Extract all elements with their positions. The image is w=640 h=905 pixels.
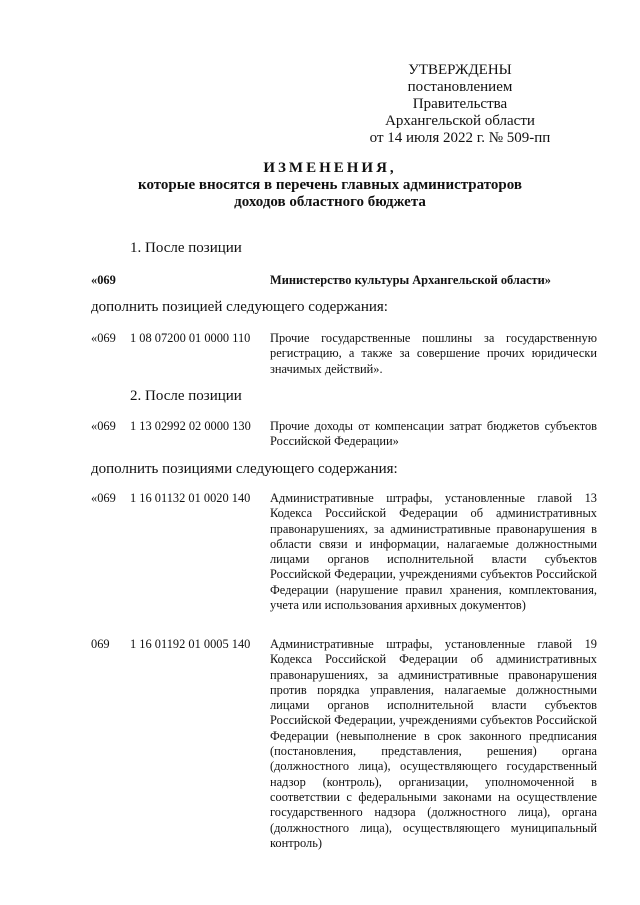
row-description: Административные штрафы, установленные главой 19 Кодекса Российской Федерации об административных правонарушениях, за административные правонарушения против порядка управления, налагаемые должностными лицами органов исполнительной власти субъектов Российской Федерации, учреждениями субъектов Российской Федерации (невыполнение в срок законного предписания (постановления, представления, решения) органа (должностного лица), осуществляющего государственный надзор (контроль), организации, уполномоченной в соответствии с федеральными законами на осуществление государственного надзора (должностного лица), органа (должностного лица), осуществляющего муниципальный контроль) — [270, 637, 597, 850]
item1-label: 1. После позиции — [130, 240, 242, 256]
approval-block — [360, 62, 560, 147]
item2-add-text: дополнить позициями следующего содержания: — [91, 461, 398, 477]
title-line: которые вносятся в перечень главных администраторов — [138, 177, 522, 193]
row-description: Прочие государственные пошлины за государственную регистрацию, а также за совершение прочих юридически значимых действий». — [270, 331, 597, 376]
approval-line: постановлением Правительства — [407, 79, 513, 112]
row-description: Административные штрафы, установленные главой 13 Кодекса Российской Федерации об административных правонарушениях, за административные правонарушения в области связи и информации, налагаемые должностными лицами органов исполнительной власти субъектов Российской Федерации, учреждениями субъектов Российской Федерации (нарушение правил хранения, комплектования, учета или использования архивных документов) — [270, 491, 597, 613]
approval-date: от 14 июля 2022 г. № 509-пп — [369, 130, 551, 146]
item1-add-text: дополнить позицией следующего содержания: — [91, 299, 388, 315]
anchor-description: Прочие доходы от компенсации затрат бюджетов субъектов Российской Федерации» — [270, 419, 597, 449]
title-line: доходов областного бюджета — [234, 194, 426, 210]
document-title — [80, 160, 580, 211]
approval-line: Архангельской области — [385, 113, 535, 129]
anchor-code: «069 — [91, 419, 116, 433]
row-kbk: 1 08 07200 01 0000 110 — [130, 331, 251, 345]
row-kbk: 1 16 01132 01 0020 140 — [130, 491, 251, 505]
row-code: 069 — [91, 637, 110, 651]
item2-label: 2. После позиции — [130, 388, 242, 404]
row-kbk: 1 16 01192 01 0005 140 — [130, 637, 251, 651]
approval-title: УТВЕРЖДЕНЫ — [408, 62, 512, 78]
row-code: «069 — [91, 331, 116, 345]
title-heading: ИЗМЕНЕНИЯ, — [263, 160, 397, 176]
anchor-kbk: 1 13 02992 02 0000 130 — [130, 419, 251, 433]
anchor-code: «069 — [91, 273, 116, 287]
row-code: «069 — [91, 491, 116, 505]
anchor-description: Министерство культуры Архангельской области» — [270, 273, 551, 287]
